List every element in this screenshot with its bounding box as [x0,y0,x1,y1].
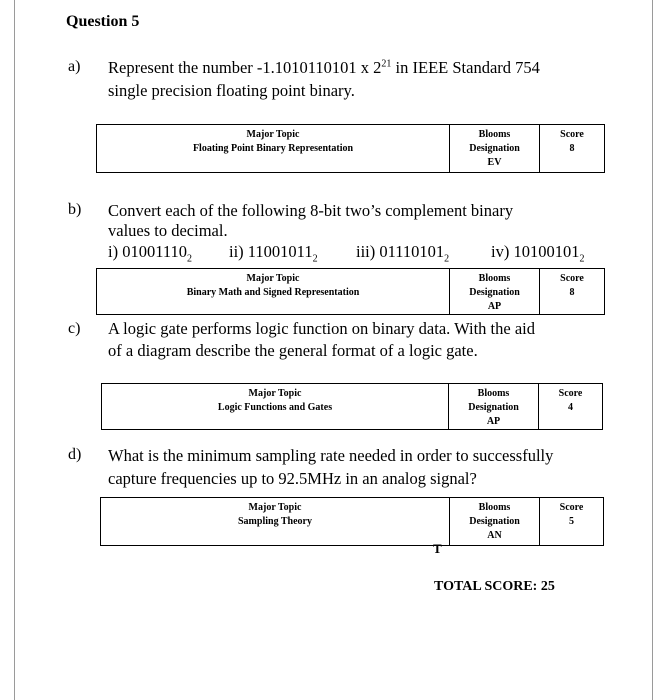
part-a-line1 [108,57,540,78]
part-b-topic: Binary Math and Signed Representation [186,287,360,298]
part-d-topic-header: Major Topic [248,502,302,513]
part-c-topic: Logic Functions and Gates [217,402,333,413]
part-a-blooms-cell [450,125,540,173]
part-a-score-cell [540,125,605,173]
part-a-blooms-label: Blooms [478,129,511,140]
part-d-topic: Sampling Theory [238,516,312,527]
part-c-meta-table [101,383,603,430]
part-d-designation-label: Designation [469,516,520,527]
part-b-item-2 [229,241,318,265]
part-b-item-1-base: 2 [186,253,192,265]
part-b-line2: values to decimal. [108,221,228,240]
part-b-item-4-label: iv) 10100101 [491,242,580,261]
part-d-line2: capture frequencies up to 92.5MHz in an analog signal? [108,469,477,488]
part-b-item-4-base: 2 [579,253,585,265]
part-a-score-value: 8 [569,143,575,154]
part-c-letter: c) [68,320,81,337]
total-score: TOTAL SCORE: 25 [434,579,555,594]
question-title: Question 5 [66,13,140,30]
part-a-topic-header: Major Topic [246,129,300,140]
part-a-blooms-value: EV [487,157,502,168]
part-d-line1: What is the minimum sampling rate needed in order to successfully [108,446,554,465]
part-d-meta-table [100,497,604,546]
part-a-line2: single precision floating point binary. [108,81,355,100]
part-c-score-value: 4 [568,402,573,413]
part-d-score-label: Score [559,502,584,513]
part-b-item-3-base: 2 [444,253,450,265]
part-d-blooms-cell [450,498,540,546]
part-d-topic-cell [101,498,450,546]
part-b-meta-table [96,268,605,315]
part-b-blooms-label: Blooms [478,273,511,284]
part-b-blooms-cell [450,269,540,315]
part-c-score-cell [539,384,603,430]
part-b-item-3 [356,241,450,265]
part-b-score-cell [540,269,605,315]
stray-mark: T [433,541,442,556]
part-a-meta-table [96,124,605,173]
part-b-topic-header: Major Topic [246,273,300,284]
part-a-line1-pre: Represent the number -1.1010110101 x 2 [108,58,382,77]
part-d-score-value: 5 [569,516,574,527]
part-b-item-3-label: iii) 01110101 [356,242,445,261]
part-b-item-1-label: i) 01001110 [108,242,187,261]
part-c-blooms-value: AP [486,416,501,427]
part-b-item-2-label: ii) 11001011 [229,242,313,261]
part-c-line1: A logic gate performs logic function on binary data. With the aid [108,319,536,338]
part-b-score-value: 8 [569,287,575,298]
part-b-item-1 [108,241,192,265]
part-b-topic-cell [97,269,450,315]
part-b-blooms-value: AP [487,301,502,312]
part-a-letter: a) [68,58,81,75]
part-c-topic-header: Major Topic [248,388,302,399]
part-c-designation-label: Designation [468,402,519,413]
part-d-blooms-value: AN [487,530,502,541]
part-c-score-label: Score [558,388,583,399]
part-d-blooms-label: Blooms [478,502,511,513]
part-a-line1-post: in IEEE Standard 754 [391,58,540,77]
part-c-blooms-label: Blooms [477,388,510,399]
part-a-topic: Floating Point Binary Representation [192,143,354,154]
part-c-blooms-cell [449,384,539,430]
part-d-letter: d) [68,446,82,463]
part-d-score-cell [540,498,604,546]
part-b-item-2-base: 2 [312,253,318,265]
part-b-letter: b) [68,201,82,218]
part-a-exponent: 21 [381,58,392,70]
part-b-designation-label: Designation [469,287,520,298]
part-c-topic-cell [102,384,449,430]
part-a-designation-label: Designation [469,143,520,154]
part-a-topic-cell [97,125,450,173]
part-b-score-label: Score [560,273,584,284]
part-b-line1: Convert each of the following 8-bit two’s complement binary [108,201,514,220]
part-b-item-4 [491,241,585,265]
part-c-line2: of a diagram describe the general format of a logic gate. [108,341,478,360]
part-a-score-label: Score [560,129,584,140]
